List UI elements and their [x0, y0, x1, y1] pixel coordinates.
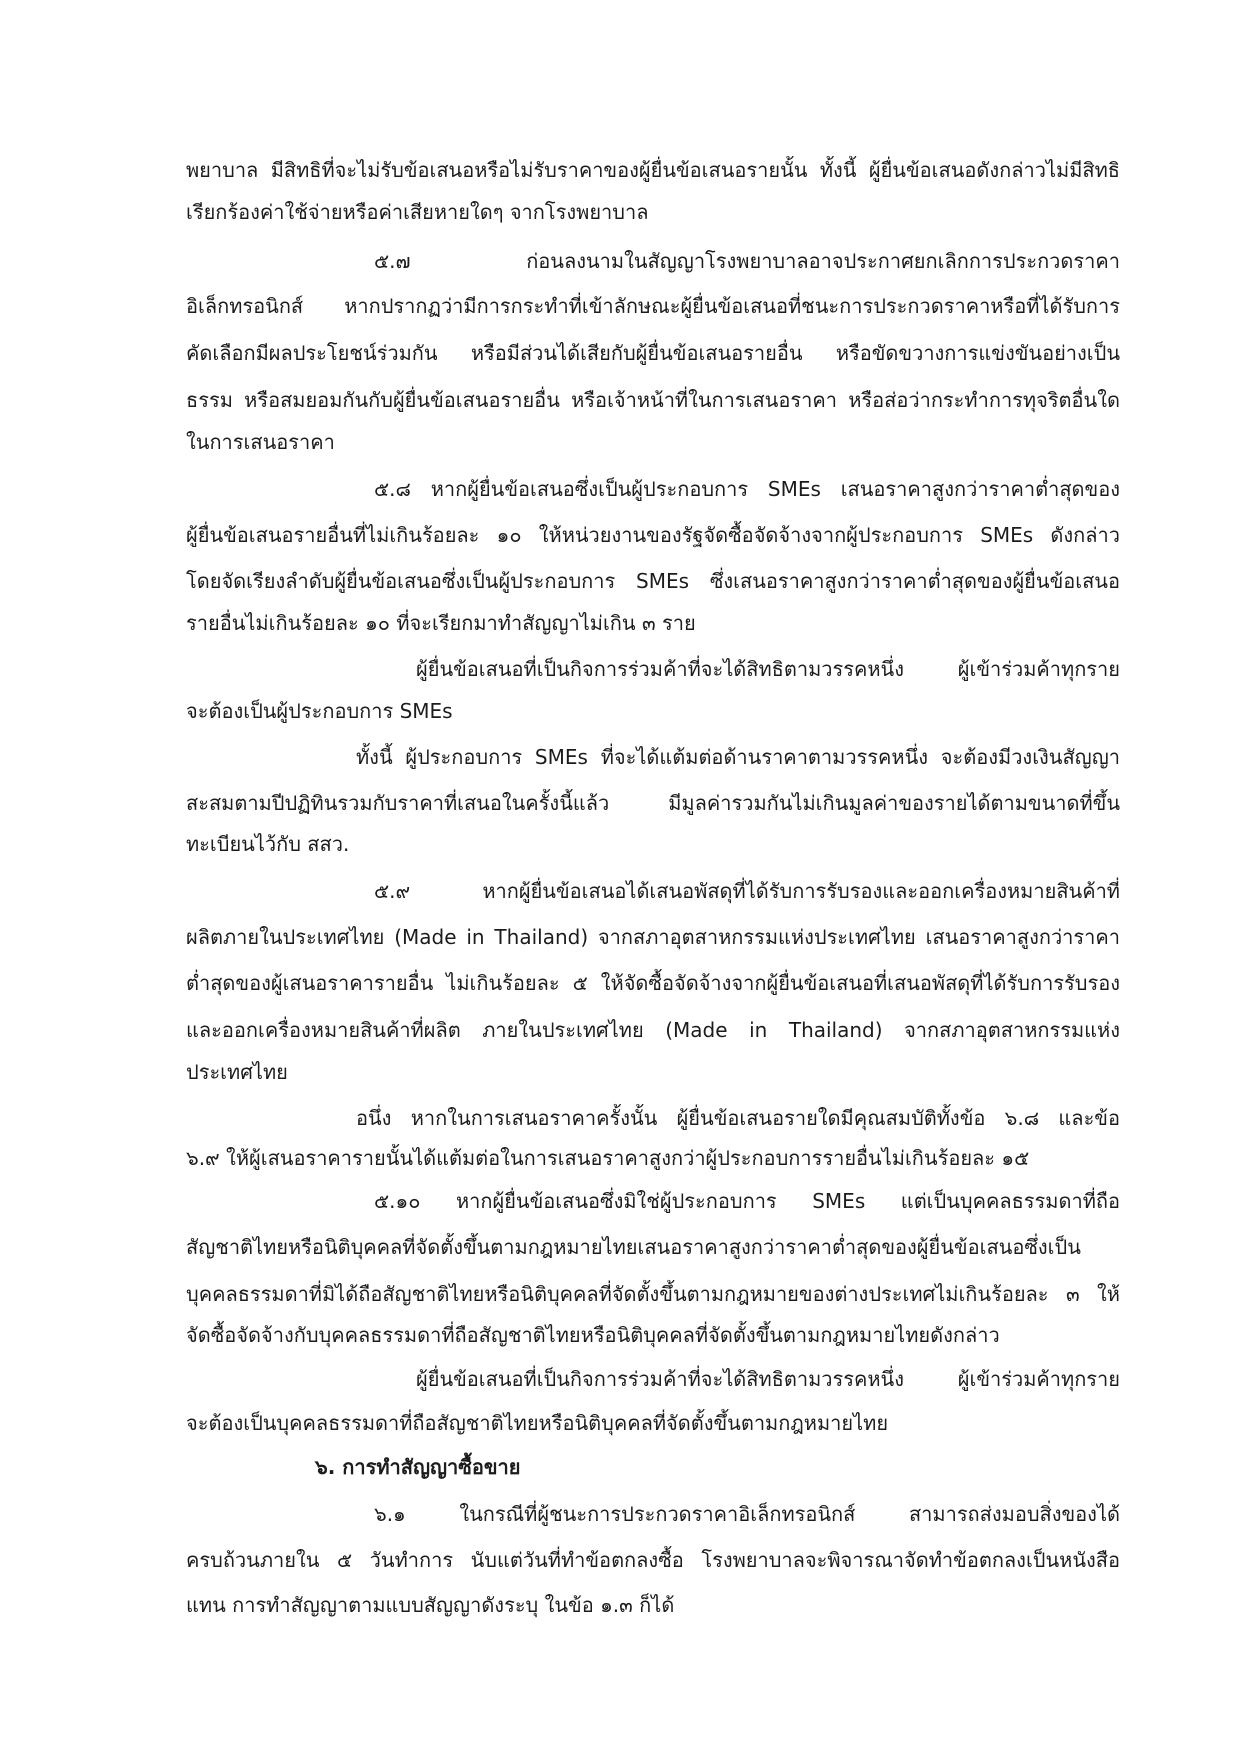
text-line: จะต้องเป็นบุคคลธรรมดาที่ถือสัญชาติไทยหรือนิติบุคคลที่จัดตั้งขึ้นตามกฎหมายไทย — [186, 1411, 889, 1435]
clause-5-10-line: ๕.๑๐ หากผู้ยื่นข้อเสนอซึ่งมิใช่ผู้ประกอบการ SMEs แต่เป็นบุคคลธรรมดาที่ถือ — [374, 1189, 1120, 1213]
clause-6-1-line: ๖.๑ ในกรณีที่ผู้ชนะการประกวดราคาอิเล็กทรอนิกส์ สามารถส่งมอบสิ่งของได้ — [374, 1502, 1120, 1526]
text-line: ผู้ยื่นข้อเสนอที่เป็นกิจการร่วมค้าที่จะได้สิทธิตามวรรคหนึ่ง ผู้เข้าร่วมค้าทุกราย — [416, 1367, 1120, 1391]
clause-5-8-line: ๕.๘ หากผู้ยื่นข้อเสนอซึ่งเป็นผู้ประกอบการ SMEs เสนอราคาสูงกว่าราคาต่ำสุดของ — [374, 477, 1120, 501]
text-line: คัดเลือกมีผลประโยชน์ร่วมกัน หรือมีส่วนได้เสียกับผู้ยื่นข้อเสนอรายอื่น หรือขัดขวางการแข่งขันอย่างเป็น — [186, 341, 1120, 365]
text-line: จะต้องเป็นผู้ประกอบการ SMEs — [186, 699, 453, 723]
text-line: และออกเครื่องหมายสินค้าที่ผลิต ภายในประเทศไทย (Made in Thailand) จากสภาอุตสาหกรรมแห่ง — [186, 1018, 1120, 1042]
clause-5-9-line: ๕.๙ หากผู้ยื่นข้อเสนอได้เสนอพัสดุที่ได้รับการรับรองและออกเครื่องหมายสินค้าที่ — [374, 879, 1120, 903]
text-line: ผู้ยื่นข้อเสนอที่เป็นกิจการร่วมค้าที่จะได้สิทธิตามวรรคหนึ่ง ผู้เข้าร่วมค้าทุกราย — [416, 657, 1120, 681]
section-6-heading: ๖. การทำสัญญาซื้อขาย — [315, 1455, 521, 1479]
text-line: สะสมตามปีปฏิทินรวมกับราคาที่เสนอในครั้งนี้แล้ว มีมูลค่ารวมกันไม่เกินมูลค่าของรายได้ตามขนาดที่ขึ้น — [186, 791, 1120, 815]
text-line: ในการเสนอราคา — [186, 430, 335, 454]
text-line: ทะเบียนไว้กับ สสว. — [186, 832, 350, 856]
text-line: ๖.๙ ให้ผู้เสนอราคารายนั้นได้แต้มต่อในการเสนอราคาสูงกว่าผู้ประกอบการรายอื่นไม่เกินร้อยละ ๑๕ — [186, 1146, 1030, 1170]
text-line: ต่ำสุดของผู้เสนอราคารายอื่น ไม่เกินร้อยละ ๕ ให้จัดซื้อจัดจ้างจากผู้ยื่นข้อเสนอที่เสนอพัสดุที่ได้รับการรับรอง — [186, 971, 1120, 995]
text-line: บุคคลธรรมดาที่มิได้ถือสัญชาติไทยหรือนิติบุคคลที่จัดตั้งขึ้นตามกฎหมายของต่างประเทศไม่เกินร้อยละ ๓ ให้ — [186, 1282, 1120, 1306]
text-line: อนึ่ง หากในการเสนอราคาครั้งนั้น ผู้ยื่นข้อเสนอรายใดมีคุณสมบัติทั้งข้อ ๖.๘ และข้อ — [356, 1106, 1120, 1130]
text-line: อิเล็กทรอนิกส์ หากปรากฏว่ามีการกระทำที่เข้าลักษณะผู้ยื่นข้อเสนอที่ชนะการประกวดราคาหรือที่ได้รับการ — [186, 294, 1120, 318]
text-line: เรียกร้องค่าใช้จ่ายหรือค่าเสียหายใดๆ จากโรงพยาบาล — [186, 200, 649, 224]
text-line: ประเทศไทย — [186, 1060, 288, 1084]
text-line: ครบถ้วนภายใน ๕ วันทำการ นับแต่วันที่ทำข้อตกลงซื้อ โรงพยาบาลจะพิจารณาจัดทำข้อตกลงเป็นหนังสือ — [186, 1548, 1120, 1572]
text-line: โดยจัดเรียงลำดับผู้ยื่นข้อเสนอซึ่งเป็นผู้ประกอบการ SMEs ซึ่งเสนอราคาสูงกว่าราคาต่ำสุดของผู้ยื่นข้อเสนอ — [186, 569, 1120, 593]
text-line: แทน การทำสัญญาตามแบบสัญญาดังระบุ ในข้อ ๑.๓ ก็ได้ — [186, 1593, 675, 1617]
clause-5-7-line: ๕.๗ ก่อนลงนามในสัญญาโรงพยาบาลอาจประกาศยกเลิกการประกวดราคา — [374, 249, 1120, 273]
text-line: สัญชาติไทยหรือนิติบุคคลที่จัดตั้งขึ้นตามกฎหมายไทยเสนอราคาสูงกว่าราคาต่ำสุดของผู้ยื่นข้อเสนอซึ่งเป็น — [186, 1235, 1081, 1259]
text-line: จัดซื้อจัดจ้างกับบุคคลธรรมดาที่ถือสัญชาติไทยหรือนิติบุคคลที่จัดตั้งขึ้นตามกฎหมายไทยดังกล่าว — [186, 1323, 1000, 1347]
text-line: พยาบาล มีสิทธิที่จะไม่รับข้อเสนอหรือไม่รับราคาของผู้ยื่นข้อเสนอรายนั้น ทั้งนี้ ผู้ยื่นข้อเสนอดังกล่าวไม่มีสิทธิ — [186, 158, 1120, 182]
text-line: ผลิตภายในประเทศไทย (Made in Thailand) จากสภาอุตสาหกรรมแห่งประเทศไทย เสนอราคาสูงกว่าราคา — [186, 925, 1120, 949]
text-line: ธรรม หรือสมยอมกันกับผู้ยื่นข้อเสนอรายอื่น หรือเจ้าหน้าที่ในการเสนอราคา หรือส่อว่ากระทำการทุจริตอื่นใด — [186, 388, 1120, 412]
text-line: รายอื่นไม่เกินร้อยละ ๑๐ ที่จะเรียกมาทำสัญญาไม่เกิน ๓ ราย — [186, 611, 696, 635]
text-line: ผู้ยื่นข้อเสนอรายอื่นที่ไม่เกินร้อยละ ๑๐ ให้หน่วยงานของรัฐจัดซื้อจัดจ้างจากผู้ประกอบการ SMEs ดังกล่าว — [186, 523, 1120, 547]
text-line: ทั้งนี้ ผู้ประกอบการ SMEs ที่จะได้แต้มต่อด้านราคาตามวรรคหนึ่ง จะต้องมีวงเงินสัญญา — [356, 745, 1120, 769]
